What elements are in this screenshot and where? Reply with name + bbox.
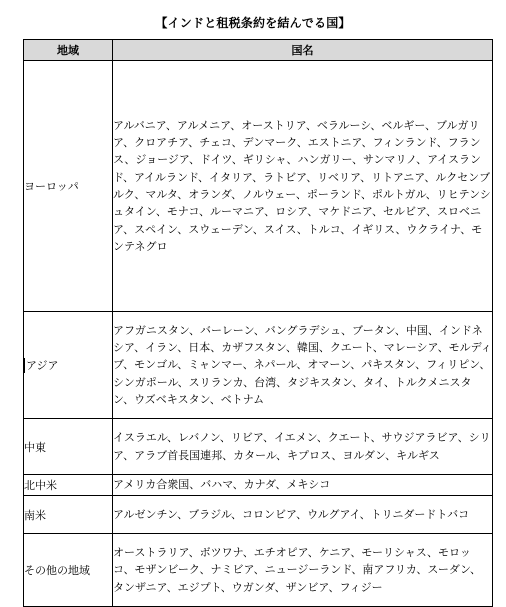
region-cell: 中東	[24, 419, 113, 475]
text-cursor	[24, 358, 25, 373]
region-cell: 南米	[24, 496, 113, 534]
region-cell: 北中米	[24, 475, 113, 496]
table-row-middle-east	[24, 419, 493, 475]
countries-cell: アフガニスタン、バーレーン、バングラデシュ、ブータン、中国、インドネシア、イラン、日本、カザフスタン、韓国、クエート、マレーシア、モルディブ、モンゴル、ミャンマー、ネパール、オマーン、パキスタン、フィリピン、シンガポール、スリランカ、台湾、タジキスタン、タイ、トルクメニスタン、ウズベキスタン、ベトナム	[113, 312, 493, 419]
countries-cell: アルゼンチン、ブラジル、コロンビア、ウルグアイ、トリニダードトバコ	[113, 496, 493, 534]
table-row-other-regions	[24, 534, 493, 607]
table-row-asia	[24, 312, 493, 419]
table-header-row	[24, 40, 493, 61]
region-cell: その他の地域	[24, 534, 113, 607]
table-row-europe	[24, 61, 493, 312]
header-region: 地域	[24, 40, 113, 61]
region-label: アジア	[26, 358, 59, 372]
countries-cell: オーストラリア、ボツワナ、エチオピア、ケニア、モーリシャス、モロッコ、モザンビーク、ナミビア、ニュージーランド、南アフリカ、スーダン、タンザニア、エジプト、ウガンダ、ザンビア、フィジー	[113, 534, 493, 607]
table-row-south-america	[24, 496, 493, 534]
countries-cell: アメリカ合衆国、バハマ、カナダ、メキシコ	[113, 475, 493, 496]
countries-cell: イスラエル、レバノン、リビア、イエメン、クエート、サウジアラビア、シリア、アラブ首長国連邦、カタール、キプロス、ヨルダン、キルギス	[113, 419, 493, 475]
table-row-north-central-america	[24, 475, 493, 496]
region-cell[interactable]	[24, 312, 113, 419]
tax-treaty-table	[23, 39, 493, 607]
region-cell: ヨーロッパ	[24, 61, 113, 312]
header-countries: 国名	[113, 40, 493, 61]
document-title: 【インドと租税条約を結んでる国】	[155, 16, 351, 30]
countries-cell: アルバニア、アルメニア、オーストリア、ベラルーシ、ベルギー、ブルガリア、クロアチア、チェコ、デンマーク、エストニア、フィンランド、フランス、ジョージア、ドイツ、ギリシャ、ハンガリー、サンマリノ、アイスランド、アイルランド、イタリア、ラトビア、リベリア、リトアニア、ルクセンブルク、マルタ、オランダ、ノルウェー、ポーランド、ポルトガル、リヒテンシュタイン、モナコ、ルーマニア、ロシア、マケドニア、セルビア、スロベニア、スペイン、スウェーデン、スイス、トルコ、イギリス、ウクライナ、モンテネグロ	[113, 61, 493, 312]
